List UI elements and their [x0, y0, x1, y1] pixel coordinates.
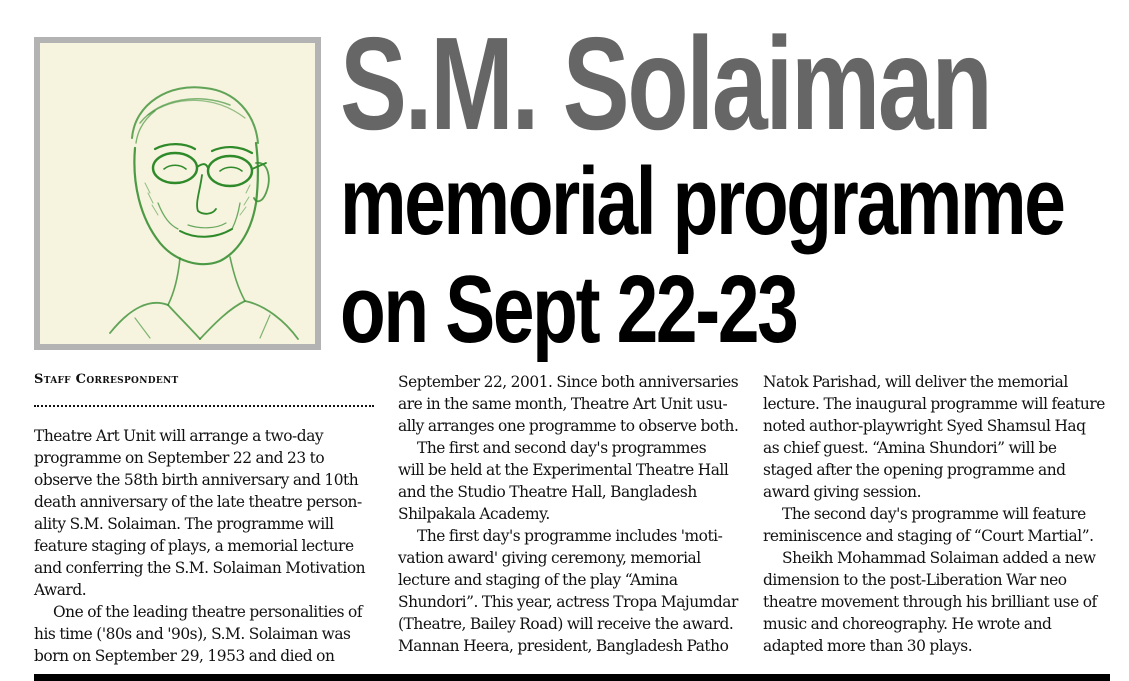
portrait-frame — [34, 37, 321, 350]
paragraph: The first day's programme includes 'moti- vation award' giving ceremony, memorial lecture and staging of the play “Amina Shundori”. This year, actress Tropa Majumdar (Theatre, Bailey Road) will receive the award. Mannan Heera, president, Bangladesh Patho — [398, 527, 738, 655]
article-column-1 — [34, 425, 379, 667]
paragraph: One of the leading theatre personalities of his time ('80s and '90s), S.M. Solaiman was born on September 29, 1953 and died on — [34, 603, 363, 665]
paragraph: September 22, 2001. Since both anniversaries are in the same month, Theatre Art Unit usu- ally arranges one programme to observe both. — [398, 373, 739, 435]
paragraph: Theatre Art Unit will arrange a two-day programme on September 22 and 23 to observe the 58th birth anniversary and 10th death anniversary of the late theatre person- ality S.M. Solaiman. The programme will feature staging of plays, a memorial lecture and conferring the S.M. Solaiman Motivation Award. — [34, 427, 366, 599]
paragraph: The second day's programme will feature reminiscence and staging of “Court Martial”. — [763, 505, 1094, 545]
byline: Staff Correspondent — [34, 372, 179, 387]
headline-line-2: memorial programme — [340, 148, 1064, 255]
headline-line-3: on Sept 22-23 — [340, 256, 797, 363]
bottom-rule — [34, 674, 1110, 681]
article-column-2 — [398, 371, 748, 657]
paragraph: Natok Parishad, will deliver the memorial lecture. The inaugural programme will feature noted author-playwright Syed Shamsul Haq as chief guest. “Amina Shundori” will be staged after the opening programme and award giving session. — [763, 373, 1105, 501]
headline-name: S.M. Solaiman — [340, 10, 991, 157]
portrait-sketch-icon — [40, 43, 315, 344]
paragraph: The first and second day's programmes will be held at the Experimental Theatre Hall and the Studio Theatre Hall, Bangladesh Shilpakala Academy. — [398, 439, 729, 523]
headline — [340, 10, 1120, 364]
article-column-3 — [763, 371, 1113, 657]
paragraph: Sheikh Mohammad Solaiman added a new dimension to the post-Liberation War neo theatre movement through his brilliant use of music and choreography. He wrote and adapted more than 30 plays. — [763, 549, 1097, 655]
dotted-divider — [34, 405, 374, 407]
